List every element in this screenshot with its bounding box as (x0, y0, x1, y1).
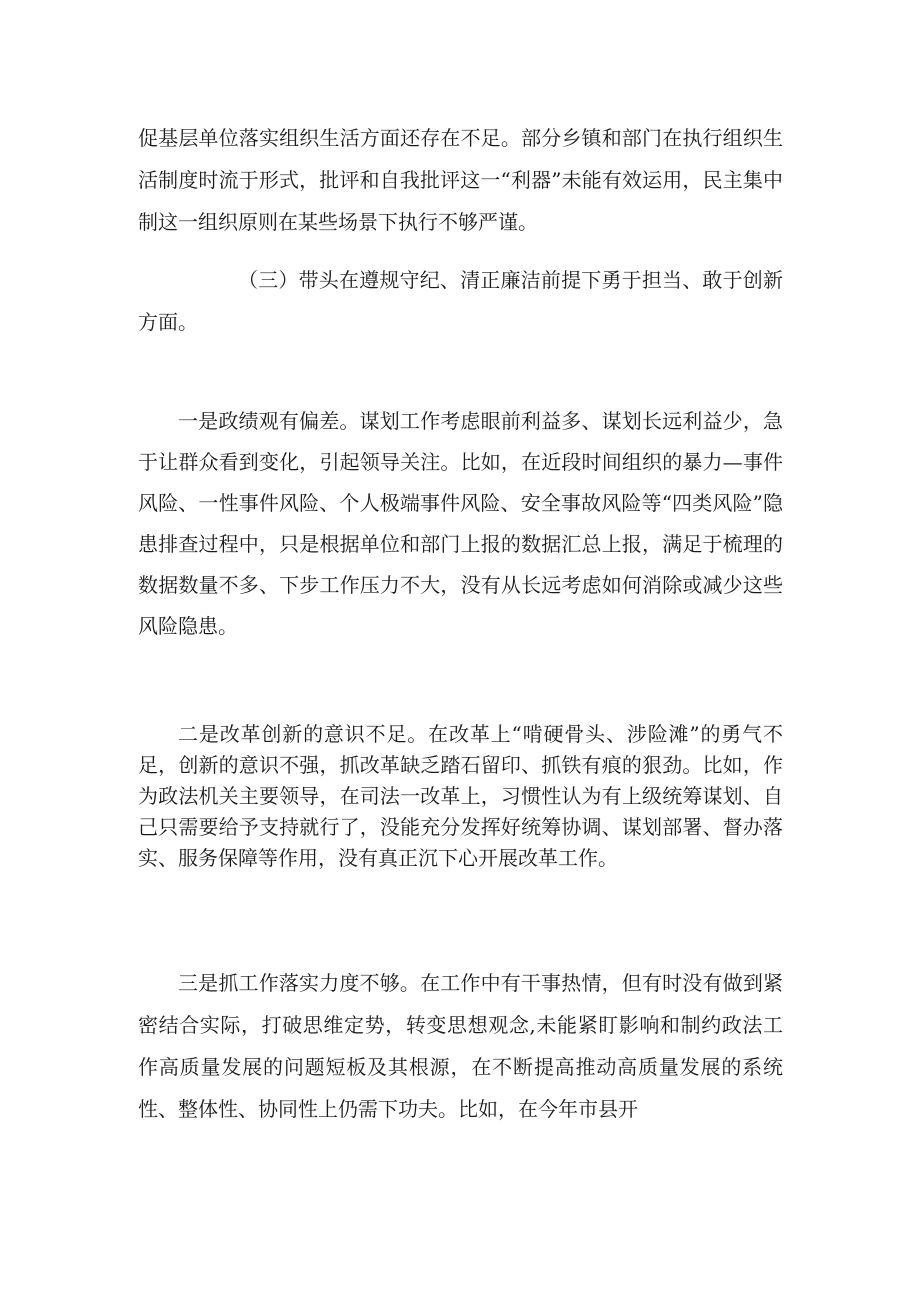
section-heading-three: （三）带头在遵规守纪、清正廉洁前提下勇于担当、敢于创新方面。 (138, 268, 783, 334)
paragraph-organization-life: 促基层单位落实组织生活方面还存在不足。部分乡镇和部门在执行组织生活制度时流于形式，批评和自我批评这一“利器”未能有效运用，民主集中制这一组织原则在某些场景下执行不够严谨。 (138, 126, 783, 234)
paragraph-reform-innovation: 二是改革创新的意识不足。在改革上“啃硬骨头、涉险滩”的勇气不足，创新的意识不强，抓改革缺乏踏石留印、抓铁有痕的狠劲。比如，作为政法机关主要领导，在司法一改革上，习惯性认为有上级统筹谋划、自己只需要给予支持就行了，没能充分发挥好统筹协调、谋划部署、督办落实、服务保障等作用，没有真正沉下心开展改革工作。 (138, 722, 783, 870)
paragraph-work-implementation: 三是抓工作落实力度不够。在工作中有干事热情，但有时没有做到紧密结合实际，打破思维定势，转变思想观念,未能紧盯影响和制约政法工作高质量发展的问题短板及其根源，在不断提高推动高质量发展的系统性、整体性、协同性上仍需下功夫。比如，在今年市县开 (138, 971, 783, 1121)
paragraph-performance-view: 一是政绩观有偏差。谋划工作考虑眼前利益多、谋划长远利益少，急于让群众看到变化，引起领导关注。比如，在近段时间组织的暴力—事件风险、一性事件风险、个人极端事件风险、安全事故风险等“四类风险”隐患排查过程中，只是根据单位和部门上报的数据汇总上报，满足于梳理的数据数量不多、下步工作压力不大，没有从长远考虑如何消除或减少这些风险隐患。 (138, 409, 783, 638)
